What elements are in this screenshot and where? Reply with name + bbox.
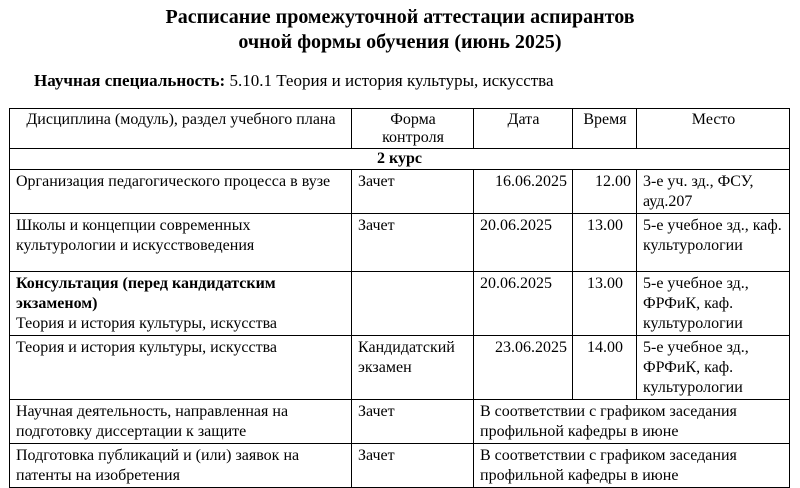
cell-form: Зачет <box>352 214 474 272</box>
cell-form: Зачет <box>352 170 474 214</box>
cell-place: 3-е уч. зд., ФСУ, ауд.207 <box>637 170 790 214</box>
specialty-label: Научная специальность: <box>34 71 226 90</box>
consultation-title: Консультация (перед кандидатским экзаменом) <box>16 275 276 312</box>
course-label: 2 курс <box>10 149 790 170</box>
specialty-value: 5.10.1 Теория и история культуры, искусства <box>229 71 554 90</box>
cell-discipline: Научная деятельность, направленная на подготовку диссертации к защите <box>10 400 352 444</box>
cell-date: 16.06.2025 <box>474 170 573 214</box>
cell-form: Зачет <box>352 400 474 444</box>
table-header-row <box>10 109 790 149</box>
cell-date: 20.06.2025 <box>474 272 573 336</box>
table-row <box>10 336 790 400</box>
cell-discipline: Подготовка публикаций и (или) заявок на патенты на изобретения <box>10 444 352 488</box>
cell-discipline: Теория и история культуры, искусства <box>10 336 352 400</box>
cell-time: 13.00 <box>573 272 637 336</box>
specialty-line <box>34 70 554 92</box>
cell-merged-schedule: В соответствии с графиком заседания профильной кафедры в июне <box>474 444 790 488</box>
cell-discipline: Школы и концепции современных культурологии и искусствоведения <box>10 214 352 272</box>
cell-form: Зачет <box>352 444 474 488</box>
schedule-table <box>9 108 790 488</box>
table-row <box>10 272 790 336</box>
table-row <box>10 170 790 214</box>
course-row <box>10 149 790 170</box>
cell-date: 23.06.2025 <box>474 336 573 400</box>
header-date: Дата <box>474 109 573 149</box>
header-time: Время <box>573 109 637 149</box>
cell-discipline <box>10 272 352 336</box>
cell-form: Кандидатский экзамен <box>352 336 474 400</box>
cell-place: 5-е учебное зд., каф. культурологии <box>637 214 790 272</box>
cell-discipline: Организация педагогического процесса в вузе <box>10 170 352 214</box>
header-form: Форма контроля <box>352 109 474 149</box>
cell-place: 5-е учебное зд., ФРФиК, каф. культурологии <box>637 272 790 336</box>
cell-place: 5-е учебное зд., ФРФиК, каф. культурологии <box>637 336 790 400</box>
table-row <box>10 214 790 272</box>
document-title <box>0 5 800 55</box>
cell-merged-schedule: В соответствии с графиком заседания профильной кафедры в июне <box>474 400 790 444</box>
table-row <box>10 400 790 444</box>
cell-form <box>352 272 474 336</box>
title-line-2: очной формы обучения (июнь 2025) <box>238 31 562 53</box>
cell-time: 14.00 <box>573 336 637 400</box>
cell-time: 12.00 <box>573 170 637 214</box>
header-place: Место <box>637 109 790 149</box>
cell-date: 20.06.2025 <box>474 214 573 272</box>
header-discipline: Дисциплина (модуль), раздел учебного плана <box>10 109 352 149</box>
title-line-1: Расписание промежуточной аттестации аспирантов <box>165 6 635 28</box>
consultation-subject: Теория и история культуры, искусства <box>16 315 278 332</box>
cell-time: 13.00 <box>573 214 637 272</box>
